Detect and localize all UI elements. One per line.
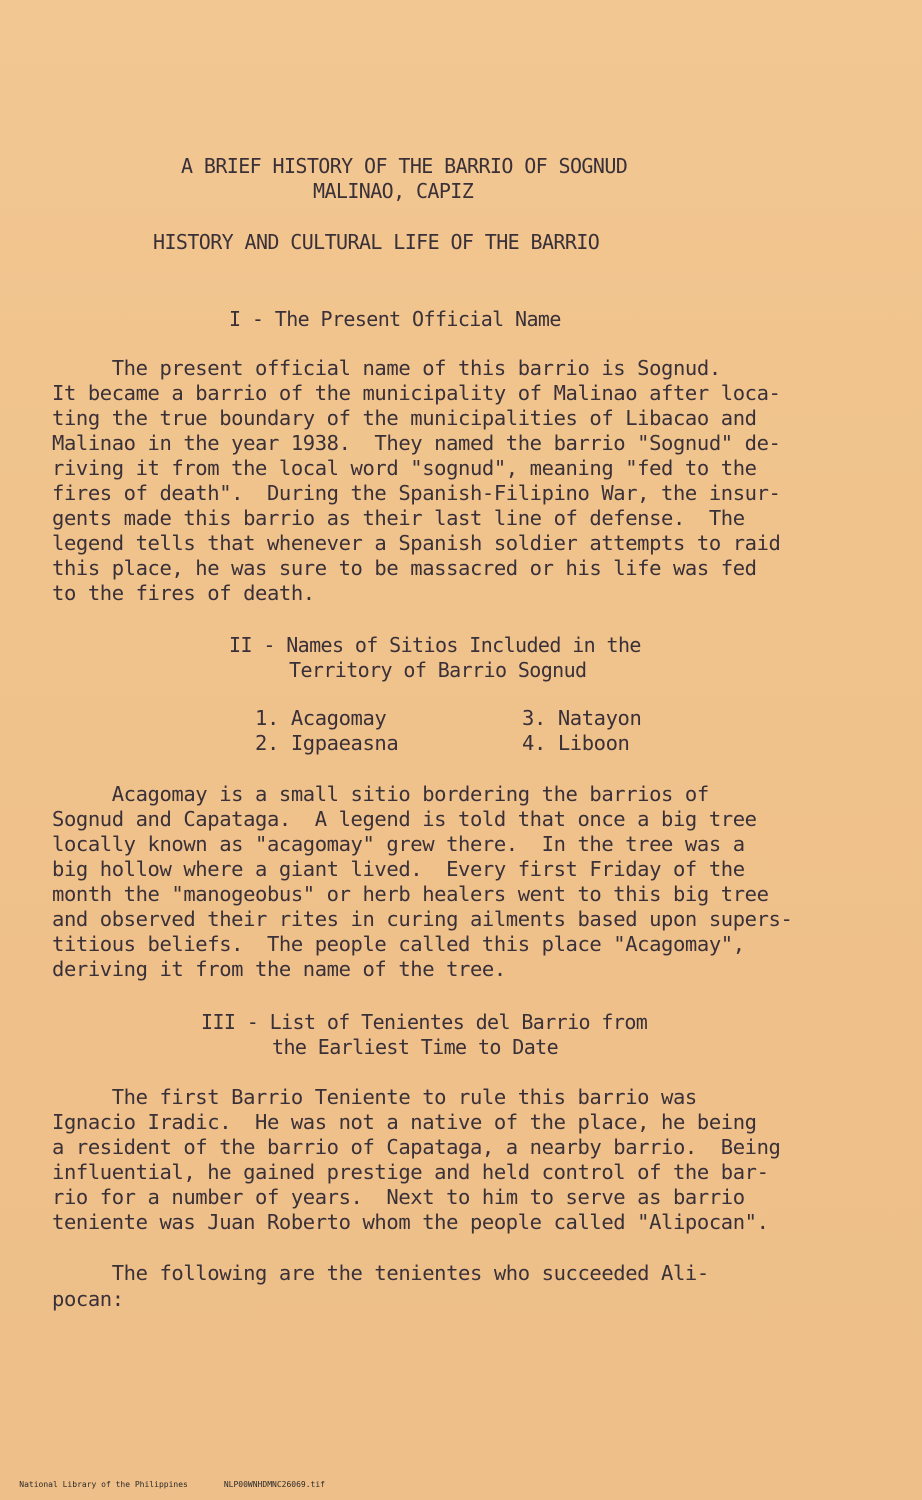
paragraph-line: and observed their rites in curing ailments based upon supers- — [52, 907, 793, 931]
paragraph-line: gents made this barrio as their last line of defense. The — [52, 506, 745, 530]
footer-file: NLP00WNHDMNC26069.tif — [223, 1480, 325, 1489]
paragraph-line: teniente was Juan Roberto whom the people called "Alipocan". — [52, 1210, 769, 1234]
paragraph-line: a resident of the barrio of Capataga, a nearby barrio. Being — [52, 1135, 781, 1159]
title-line-1: A BRIEF HISTORY OF THE BARRIO OF SOGNUD — [181, 154, 628, 178]
paragraph-line: The first Barrio Teniente to rule this barrio was — [52, 1085, 697, 1109]
paragraph-line: influential, he gained prestige and held control of the bar- — [52, 1160, 769, 1184]
paragraph-line: to the fires of death. — [52, 581, 315, 605]
subtitle: HISTORY AND CULTURAL LIFE OF THE BARRIO — [153, 230, 600, 254]
section-2-heading-line-2: Territory of Barrio Sognud — [289, 658, 587, 682]
section-2-heading-line-1: II - Names of Sitios Included in the — [229, 633, 641, 657]
paragraph-line: ting the true boundary of the municipalities of Libacao and — [52, 406, 757, 430]
paragraph-line: month the "manogeobus" or herb healers went to this big tree — [52, 882, 769, 906]
paragraph-line: Acagomay is a small sitio bordering the barrios of — [52, 782, 709, 806]
paragraph-line: big hollow where a giant lived. Every first Friday of the — [52, 857, 745, 881]
paragraph-line: riving it from the local word "sognud", meaning "fed to the — [52, 456, 757, 480]
title-line-2: MALINAO, CAPIZ — [313, 179, 474, 203]
paragraph-line: deriving it from the name of the tree. — [52, 957, 506, 981]
list-item: 1. Acagomay — [255, 706, 387, 730]
paragraph-line: Ignacio Iradic. He was not a native of the place, he being — [52, 1110, 757, 1134]
section-3-heading-line-1: III - List of Tenientes del Barrio from — [201, 1010, 648, 1034]
paragraph-line: rio for a number of years. Next to him to serve as barrio — [52, 1185, 745, 1209]
paragraph-line: Sognud and Capataga. A legend is told that once a big tree — [52, 807, 757, 831]
footer-library: National Library of the Philippines — [19, 1480, 188, 1489]
paragraph-line: fires of death". During the Spanish-Filipino War, the insur- — [52, 481, 781, 505]
section-3-heading-line-2: the Earliest Time to Date — [272, 1035, 559, 1059]
paragraph-line: Malinao in the year 1938. They named the barrio "Sognud" de- — [52, 431, 781, 455]
list-item: 2. Igpaeasna — [255, 731, 399, 755]
list-item: 4. Liboon — [522, 731, 630, 755]
paragraph-line: legend tells that whenever a Spanish soldier attempts to raid — [52, 531, 781, 555]
paragraph-line: It became a barrio of the municipality of Malinao after loca- — [52, 381, 781, 405]
paragraph-line: The present official name of this barrio is Sognud. — [52, 356, 721, 380]
list-item: 3. Natayon — [522, 706, 642, 730]
section-1-heading: I - The Present Official Name — [229, 307, 561, 331]
paragraph-line: titious beliefs. The people called this place "Acagomay", — [52, 932, 745, 956]
paragraph-line: The following are the tenientes who succeeded Ali- — [52, 1261, 709, 1285]
paragraph-line: pocan: — [52, 1287, 124, 1311]
footer — [0, 1471, 361, 1498]
paragraph-line: this place, he was sure to be massacred or his life was fed — [52, 556, 757, 580]
paragraph-line: locally known as "acagomay" grew there. In the tree was a — [52, 832, 745, 856]
